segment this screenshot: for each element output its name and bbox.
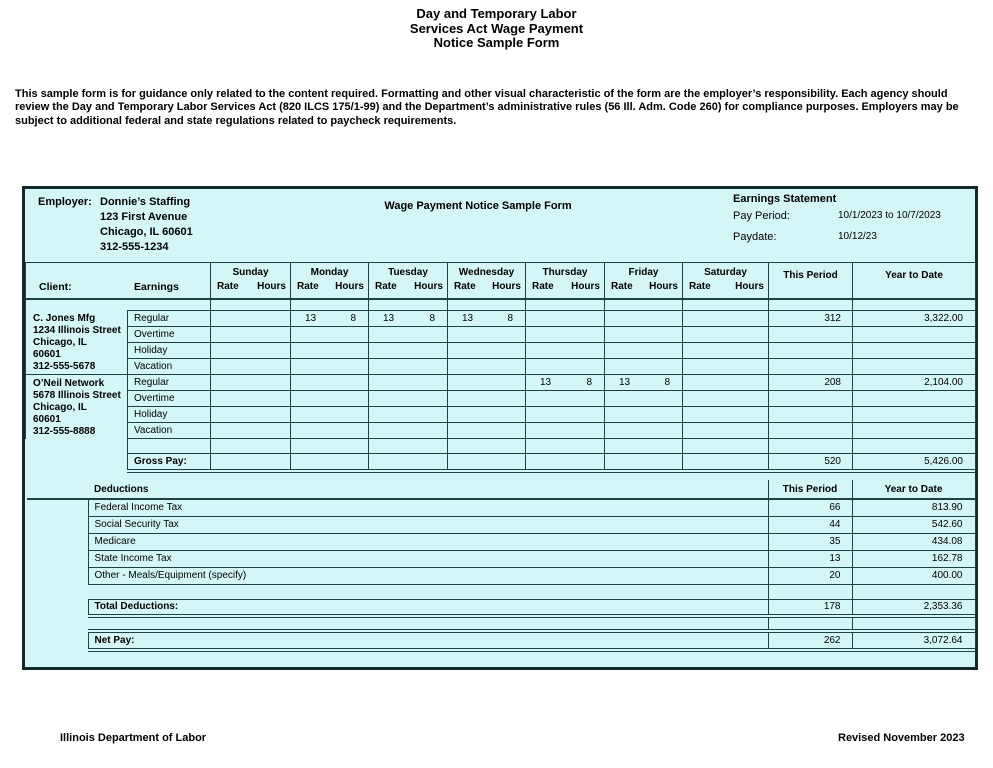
day-value-cell bbox=[291, 375, 369, 391]
paydate-value: 10/12/23 bbox=[838, 231, 877, 242]
day-value-cell bbox=[448, 343, 526, 359]
day-value-cell bbox=[605, 375, 683, 391]
employer-phone: 312-555-1234 bbox=[100, 241, 169, 253]
ytd-cell bbox=[853, 407, 976, 423]
table-row bbox=[26, 391, 976, 407]
deduction-this-period: 66 bbox=[768, 499, 852, 516]
hours-label: Hours bbox=[414, 280, 443, 292]
net-pay-this-period: 262 bbox=[768, 631, 852, 650]
employer-address: 123 First Avenue bbox=[100, 211, 188, 223]
day-value-cell bbox=[605, 391, 683, 407]
spacer-cell bbox=[605, 299, 683, 311]
day-value-cell bbox=[526, 327, 605, 343]
deduction-row bbox=[27, 567, 975, 584]
client-line: O’Neil Network bbox=[33, 377, 105, 389]
spacer-cell bbox=[27, 480, 88, 499]
total-deductions-this-period: 178 bbox=[768, 599, 852, 616]
day-value-cell bbox=[369, 423, 448, 439]
paydate-label: Paydate: bbox=[733, 231, 777, 243]
day-value-cell bbox=[683, 423, 769, 439]
day-value-cell bbox=[605, 343, 683, 359]
spacer-cell bbox=[27, 599, 88, 616]
this-period-cell bbox=[769, 343, 853, 359]
client-line: 5678 Illinois Street bbox=[33, 389, 121, 401]
earnings-statement-title: Earnings Statement bbox=[733, 193, 837, 205]
hours-label: Hours bbox=[335, 280, 364, 292]
day-value-cell bbox=[683, 327, 769, 343]
ytd-cell bbox=[853, 343, 976, 359]
client-cell bbox=[26, 375, 128, 439]
guidance-paragraph: This sample form is for guidance only related to the content required. Formatting and other visual characteristic of the form are the employer’s responsibility. Each agency should review the Day and Temporary Labor Services Act (820 ILCS 175/1-99) and the Department’s administrative rules (56 Ill. Adm. Code 260) for compliance purposes. Employers may be subject to additional federal and state regulations related to paycheck requirements. bbox=[15, 88, 959, 127]
day-value-cell bbox=[448, 359, 526, 375]
ytd-cell: 3,322.00 bbox=[853, 311, 976, 327]
spacer-cell bbox=[605, 439, 683, 454]
spacer-cell bbox=[769, 439, 853, 454]
deduction-label: Social Security Tax bbox=[88, 516, 768, 533]
earnings-type-cell: Vacation bbox=[128, 423, 211, 439]
hours-value: 8 bbox=[507, 313, 513, 324]
client-line: 60601 bbox=[33, 413, 61, 425]
deductions-table bbox=[27, 480, 976, 652]
day-value-cell bbox=[605, 311, 683, 327]
day-name: Friday bbox=[628, 266, 659, 278]
spacer-row bbox=[26, 299, 976, 311]
hours-value: 8 bbox=[586, 377, 592, 388]
spacer-cell bbox=[27, 631, 88, 650]
day-value-cell bbox=[291, 343, 369, 359]
day-header-saturday bbox=[683, 263, 769, 299]
day-value-cell bbox=[291, 454, 369, 472]
spacer-cell bbox=[26, 454, 128, 472]
client-line: 1234 Illinois Street bbox=[33, 325, 121, 337]
earnings-header: Earnings bbox=[134, 281, 179, 294]
gross-pay-this-period: 520 bbox=[769, 454, 853, 472]
day-value-cell bbox=[369, 375, 448, 391]
day-value-cell bbox=[211, 311, 291, 327]
day-value-cell bbox=[526, 343, 605, 359]
this-period-cell: 312 bbox=[769, 311, 853, 327]
rate-label: Rate bbox=[217, 280, 239, 292]
rate-label: Rate bbox=[532, 280, 554, 292]
day-value-cell bbox=[369, 407, 448, 423]
rate-value: 13 bbox=[383, 313, 395, 324]
ytd-cell bbox=[853, 359, 976, 375]
day-header-friday bbox=[605, 263, 683, 299]
hours-value: 8 bbox=[664, 377, 670, 388]
rate-label: Rate bbox=[689, 280, 711, 292]
spacer-cell bbox=[128, 299, 211, 311]
rate-value: 13 bbox=[462, 313, 474, 324]
day-value-cell bbox=[605, 454, 683, 472]
day-value-cell bbox=[369, 454, 448, 472]
spacer-cell bbox=[291, 299, 369, 311]
gross-pay-row bbox=[26, 454, 976, 472]
day-value-cell bbox=[291, 391, 369, 407]
spacer-cell bbox=[27, 550, 88, 567]
spacer-row bbox=[27, 616, 975, 631]
spacer-cell bbox=[853, 299, 976, 311]
day-value-cell bbox=[211, 359, 291, 375]
total-deductions-label: Total Deductions: bbox=[88, 599, 768, 616]
spacer-cell bbox=[27, 516, 88, 533]
footer-revision: Revised November 2023 bbox=[838, 732, 965, 744]
rate-value: 13 bbox=[540, 377, 552, 388]
day-header-monday bbox=[291, 263, 369, 299]
hours-label: Hours bbox=[492, 280, 521, 292]
day-value-cell bbox=[369, 391, 448, 407]
day-value-cell bbox=[683, 343, 769, 359]
spacer-cell bbox=[211, 299, 291, 311]
deduction-row bbox=[27, 533, 975, 550]
spacer-cell bbox=[768, 584, 852, 599]
deduction-row bbox=[27, 516, 975, 533]
client-cell bbox=[26, 311, 128, 375]
day-value-cell bbox=[211, 407, 291, 423]
deductions-header-row bbox=[27, 480, 975, 499]
rate-label: Rate bbox=[611, 280, 633, 292]
earnings-type-cell: Vacation bbox=[128, 359, 211, 375]
spacer-cell bbox=[26, 439, 128, 454]
day-value-cell bbox=[291, 327, 369, 343]
day-value-cell bbox=[683, 311, 769, 327]
deduction-ytd: 162.78 bbox=[852, 550, 975, 567]
day-value-cell bbox=[526, 407, 605, 423]
spacer-cell bbox=[769, 299, 853, 311]
spacer-cell bbox=[852, 616, 975, 631]
net-pay-ytd: 3,072.64 bbox=[852, 631, 975, 650]
ytd-cell bbox=[853, 391, 976, 407]
day-value-cell bbox=[448, 423, 526, 439]
day-value-cell bbox=[683, 375, 769, 391]
table-row bbox=[26, 375, 976, 391]
earnings-type-cell: Holiday bbox=[128, 343, 211, 359]
day-value-cell bbox=[526, 423, 605, 439]
day-header-thursday bbox=[526, 263, 605, 299]
total-deductions-row bbox=[27, 599, 975, 616]
form-title: Wage Payment Notice Sample Form bbox=[384, 200, 572, 212]
day-value-cell bbox=[369, 359, 448, 375]
employer-label: Employer: bbox=[38, 196, 92, 208]
day-value-cell bbox=[683, 407, 769, 423]
day-value-cell bbox=[211, 343, 291, 359]
spacer-row bbox=[27, 584, 975, 599]
deduction-ytd: 542.60 bbox=[852, 516, 975, 533]
spacer-cell bbox=[369, 439, 448, 454]
day-value-cell bbox=[605, 327, 683, 343]
spacer-cell bbox=[88, 584, 768, 599]
spacer-cell bbox=[852, 584, 975, 599]
spacer-cell bbox=[27, 567, 88, 584]
deduction-this-period: 13 bbox=[768, 550, 852, 567]
day-value-cell bbox=[211, 327, 291, 343]
spacer-cell bbox=[526, 439, 605, 454]
deductions-ytd-header: Year to Date bbox=[852, 480, 975, 499]
spacer-cell bbox=[88, 616, 768, 631]
document-title-line: Notice Sample Form bbox=[433, 35, 560, 50]
deduction-this-period: 44 bbox=[768, 516, 852, 533]
table-row bbox=[26, 327, 976, 343]
client-earnings-header-cell bbox=[26, 263, 211, 299]
deduction-label: State Income Tax bbox=[88, 550, 768, 567]
spacer-cell bbox=[369, 299, 448, 311]
deduction-ytd: 813.90 bbox=[852, 499, 975, 516]
gross-pay-ytd: 5,426.00 bbox=[853, 454, 976, 472]
client-header: Client: bbox=[39, 281, 72, 294]
spacer-cell bbox=[448, 299, 526, 311]
hours-value: 8 bbox=[429, 313, 435, 324]
net-pay-row bbox=[27, 631, 975, 650]
day-value-cell bbox=[211, 375, 291, 391]
spacer-cell bbox=[853, 439, 976, 454]
day-value-cell bbox=[683, 454, 769, 472]
client-line: 312-555-5678 bbox=[33, 361, 96, 373]
this-period-cell bbox=[769, 359, 853, 375]
day-value-cell bbox=[526, 311, 605, 327]
earnings-table bbox=[25, 262, 976, 473]
hours-value: 8 bbox=[350, 313, 356, 324]
deduction-row bbox=[27, 499, 975, 516]
this-period-cell bbox=[769, 407, 853, 423]
day-value-cell bbox=[526, 375, 605, 391]
spacer-cell bbox=[27, 616, 88, 631]
rate-value: 13 bbox=[619, 377, 631, 388]
hours-label: Hours bbox=[735, 280, 764, 292]
deductions-this-period-header: This Period bbox=[768, 480, 852, 499]
day-header-tuesday bbox=[369, 263, 448, 299]
day-value-cell bbox=[291, 311, 369, 327]
rate-label: Rate bbox=[454, 280, 476, 292]
day-value-cell bbox=[526, 454, 605, 472]
ytd-cell bbox=[853, 423, 976, 439]
hours-label: Hours bbox=[571, 280, 600, 292]
hours-label: Hours bbox=[649, 280, 678, 292]
this-period-cell: 208 bbox=[769, 375, 853, 391]
client-line: C. Jones Mfg bbox=[33, 313, 96, 325]
day-value-cell bbox=[291, 407, 369, 423]
pay-period-value: 10/1/2023 to 10/7/2023 bbox=[838, 210, 941, 221]
earnings-type-cell: Overtime bbox=[128, 327, 211, 343]
earnings-type-cell: Regular bbox=[128, 375, 211, 391]
deduction-label: Federal Income Tax bbox=[88, 499, 768, 516]
deduction-this-period: 35 bbox=[768, 533, 852, 550]
table-row bbox=[26, 359, 976, 375]
day-value-cell bbox=[291, 359, 369, 375]
day-value-cell bbox=[605, 407, 683, 423]
spacer-cell bbox=[683, 299, 769, 311]
client-line: Chicago, IL bbox=[33, 401, 87, 413]
spacer-cell bbox=[26, 299, 128, 311]
table-row bbox=[26, 407, 976, 423]
table-row bbox=[26, 423, 976, 439]
spacer-cell bbox=[683, 439, 769, 454]
day-value-cell bbox=[448, 454, 526, 472]
spacer-cell bbox=[291, 439, 369, 454]
table-row bbox=[26, 343, 976, 359]
earnings-type-cell: Holiday bbox=[128, 407, 211, 423]
day-value-cell bbox=[448, 391, 526, 407]
day-value-cell bbox=[683, 391, 769, 407]
day-value-cell bbox=[605, 423, 683, 439]
day-value-cell bbox=[448, 311, 526, 327]
deduction-label: Other - Meals/Equipment (specify) bbox=[88, 567, 768, 584]
employer-name: Donnie’s Staffing bbox=[100, 196, 191, 208]
deduction-this-period: 20 bbox=[768, 567, 852, 584]
pay-period-label: Pay Period: bbox=[733, 210, 790, 222]
day-name: Tuesday bbox=[388, 266, 428, 278]
spacer-cell bbox=[768, 616, 852, 631]
day-value-cell bbox=[211, 423, 291, 439]
day-header-wednesday bbox=[448, 263, 526, 299]
table-row bbox=[26, 311, 976, 327]
day-name: Saturday bbox=[704, 266, 747, 278]
day-value-cell bbox=[211, 391, 291, 407]
rate-label: Rate bbox=[297, 280, 319, 292]
rate-value: 13 bbox=[305, 313, 317, 324]
client-line: Chicago, IL bbox=[33, 337, 87, 349]
day-name: Thursday bbox=[542, 266, 588, 278]
day-value-cell bbox=[526, 391, 605, 407]
rate-label: Rate bbox=[375, 280, 397, 292]
client-line: 60601 bbox=[33, 349, 61, 361]
day-value-cell bbox=[291, 423, 369, 439]
spacer-cell bbox=[526, 299, 605, 311]
day-name: Sunday bbox=[232, 266, 269, 278]
earnings-type-cell: Regular bbox=[128, 311, 211, 327]
gross-pay-label-cell: Gross Pay: bbox=[128, 454, 211, 472]
ytd-cell: 2,104.00 bbox=[853, 375, 976, 391]
day-name: Monday bbox=[310, 266, 349, 278]
deduction-row bbox=[27, 550, 975, 567]
spacer-cell bbox=[27, 533, 88, 550]
client-line: 312-555-8888 bbox=[33, 425, 96, 437]
day-header-sunday bbox=[211, 263, 291, 299]
spacer-cell bbox=[448, 439, 526, 454]
day-value-cell bbox=[211, 454, 291, 472]
deduction-ytd: 434.08 bbox=[852, 533, 975, 550]
day-value-cell bbox=[448, 327, 526, 343]
ytd-header: Year to Date bbox=[853, 263, 976, 299]
day-value-cell bbox=[369, 343, 448, 359]
wage-form bbox=[22, 186, 978, 670]
day-name: Wednesday bbox=[458, 266, 515, 278]
net-pay-label: Net Pay: bbox=[88, 631, 768, 650]
deduction-ytd: 400.00 bbox=[852, 567, 975, 584]
day-value-cell bbox=[448, 407, 526, 423]
document-title-line: Day and Temporary Labor bbox=[416, 6, 577, 21]
spacer-cell bbox=[128, 439, 211, 454]
day-value-cell bbox=[448, 375, 526, 391]
day-value-cell bbox=[369, 311, 448, 327]
deduction-label: Medicare bbox=[88, 533, 768, 550]
document-title-line: Services Act Wage Payment bbox=[409, 20, 584, 36]
earnings-type-cell: Overtime bbox=[128, 391, 211, 407]
this-period-cell bbox=[769, 327, 853, 343]
this-period-header: This Period bbox=[769, 263, 853, 299]
day-value-cell bbox=[526, 359, 605, 375]
spacer-cell bbox=[211, 439, 291, 454]
ytd-cell bbox=[853, 327, 976, 343]
total-deductions-ytd: 2,353.36 bbox=[852, 599, 975, 616]
employer-address: Chicago, IL 60601 bbox=[100, 226, 193, 238]
hours-label: Hours bbox=[257, 280, 286, 292]
document-title bbox=[0, 7, 993, 51]
day-value-cell bbox=[605, 359, 683, 375]
spacer-cell bbox=[27, 584, 88, 599]
this-period-cell bbox=[769, 391, 853, 407]
spacer-cell bbox=[27, 499, 88, 516]
this-period-cell bbox=[769, 423, 853, 439]
deductions-header: Deductions bbox=[88, 480, 768, 499]
footer-agency: Illinois Department of Labor bbox=[60, 732, 207, 744]
day-value-cell bbox=[369, 327, 448, 343]
day-value-cell bbox=[683, 359, 769, 375]
spacer-row bbox=[26, 439, 976, 454]
